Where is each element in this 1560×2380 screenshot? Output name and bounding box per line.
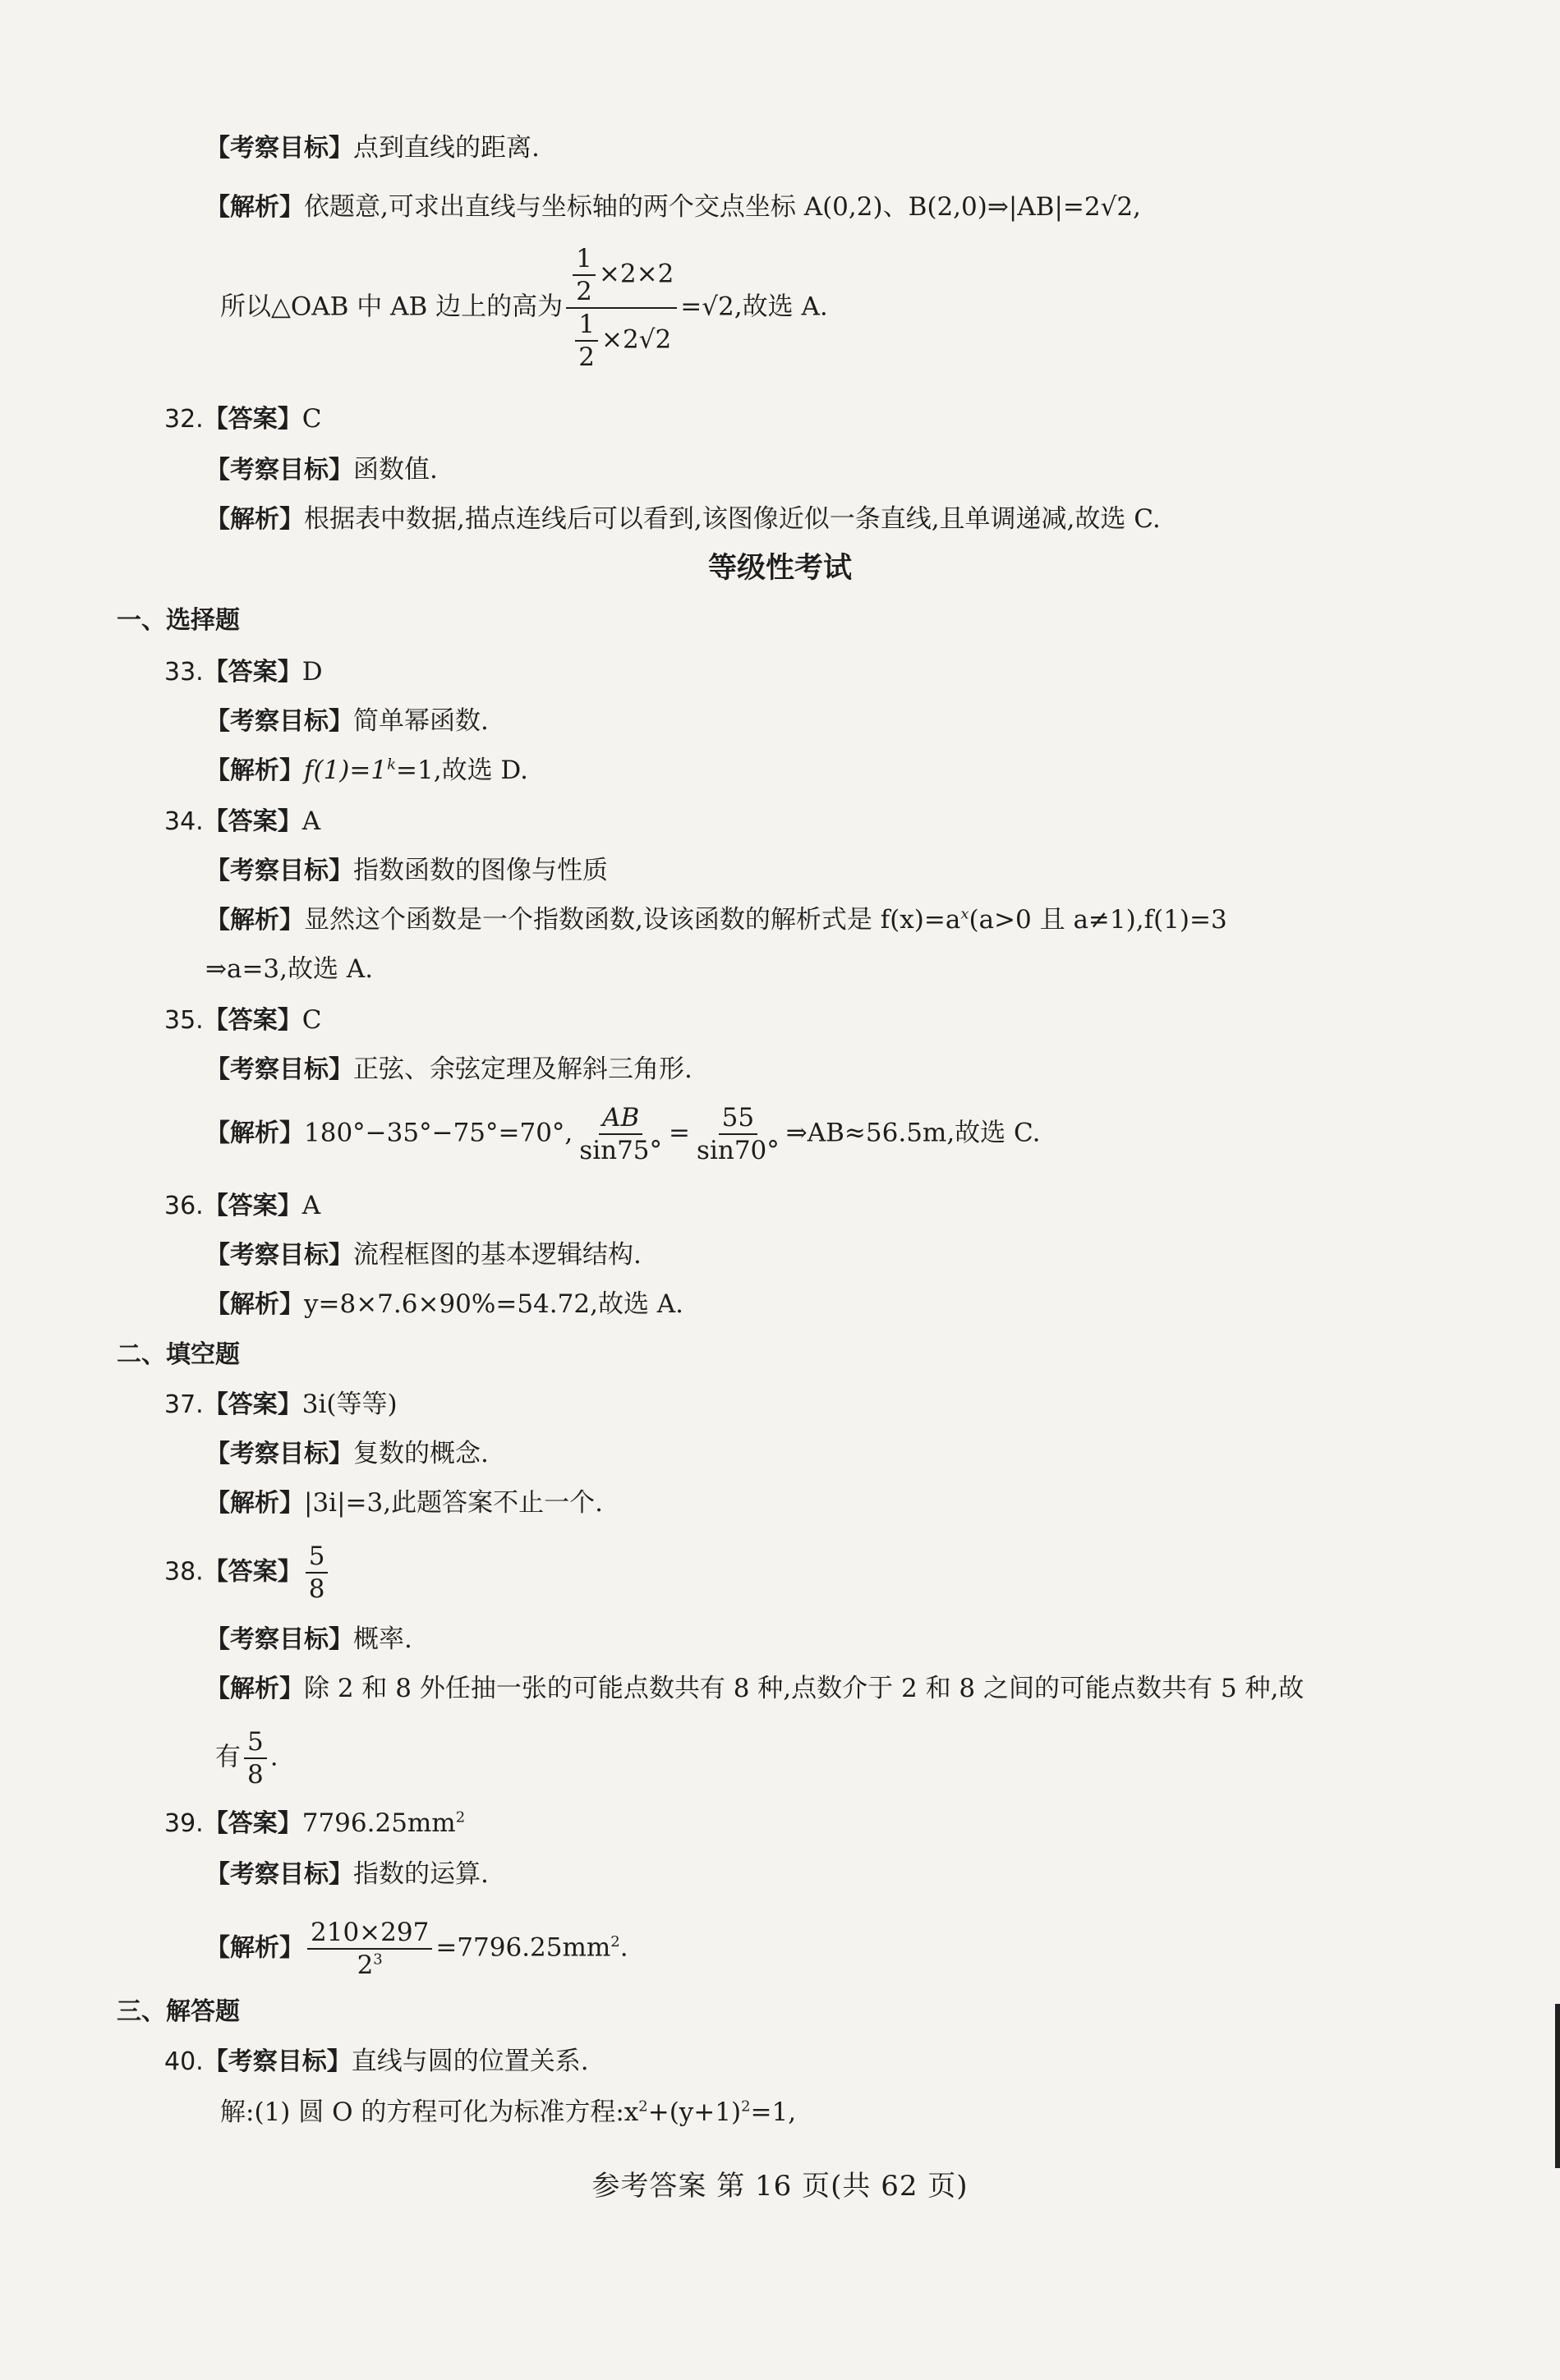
q37-analysis — [205, 1486, 603, 1520]
answer-tag: 【答案】 — [203, 807, 302, 836]
target-tag: 【考察目标】 — [205, 456, 353, 485]
q39-answer — [164, 1807, 465, 1840]
numerator: 5 — [306, 1541, 329, 1574]
q38-analysis-line2 — [215, 1726, 278, 1790]
target-tag: 【考察目标】 — [205, 1241, 353, 1270]
question-number: 38. — [164, 1557, 204, 1587]
analysis-text: ⇒AB≈56.5m,故选 C. — [785, 1118, 1041, 1148]
answer-tag: 【答案】 — [203, 405, 302, 434]
q34-target — [205, 854, 608, 888]
analysis-text: 依题意,可求出直线与坐标轴的两个交点坐标 A(0,2)、B(2,0)⇒|AB|=2√2, — [304, 192, 1141, 222]
analysis-text: 有 — [215, 1742, 241, 1772]
analysis-text: |3i|=3,此题答案不止一个. — [304, 1488, 603, 1518]
question-number: 39. — [164, 1809, 204, 1838]
page-footer: 参考答案 第 16 页(共 62 页) — [591, 2170, 969, 2203]
exponent: k — [387, 756, 397, 774]
analysis-text: f(1)=1 — [304, 756, 388, 785]
target-tag: 【考察目标】 — [205, 707, 353, 736]
answer-value: A — [301, 806, 321, 836]
analysis-text: =√2,故选 A. — [680, 292, 828, 322]
q31-analysis-line2 — [220, 243, 828, 373]
question-number: 32. — [164, 405, 204, 434]
question-number: 35. — [164, 1006, 204, 1035]
answer-fraction — [306, 1541, 329, 1605]
analysis-tag: 【解析】 — [205, 1489, 304, 1518]
target-text: 正弦、余弦定理及解斜三角形. — [353, 1054, 693, 1084]
denominator: 8 — [247, 1760, 264, 1790]
answer-value: 7796.25mm — [301, 1808, 456, 1838]
exponent: 2 — [638, 2097, 648, 2116]
target-text: 指数函数的图像与性质 — [353, 856, 608, 885]
answer-value: D — [301, 657, 323, 687]
exponent: 2 — [455, 1808, 466, 1826]
denominator: sin75° — [579, 1136, 663, 1165]
equals: = — [669, 1118, 691, 1148]
half-denominator: 2 — [576, 277, 592, 306]
analysis-tag: 【解析】 — [205, 756, 304, 785]
q38-analysis-line1 — [205, 1672, 1304, 1706]
analysis-text: =1,故选 D. — [396, 756, 529, 785]
target-tag: 【考察目标】 — [205, 1860, 353, 1889]
analysis-tag: 【解析】 — [205, 1675, 304, 1703]
target-tag: 【考察目标】 — [205, 1625, 353, 1654]
q32-answer — [164, 402, 321, 436]
solution-text: 解:(1) 圆 O 的方程可化为标准方程:x — [220, 2097, 639, 2127]
q37-target — [205, 1437, 489, 1471]
section-heading-solve: 三、解答题 — [117, 1997, 240, 2026]
scan-edge-mark — [1555, 2004, 1560, 2168]
analysis-fraction — [244, 1726, 267, 1790]
section-heading-fill: 二、填空题 — [117, 1340, 240, 1369]
section-title: 等级性考试 — [707, 552, 852, 585]
target-tag: 【考察目标】 — [205, 1440, 353, 1468]
numerator: AB — [599, 1102, 642, 1135]
period: . — [269, 1742, 278, 1772]
target-text: 函数值. — [353, 455, 438, 485]
exponent: x — [960, 905, 969, 923]
analysis-text: 180°−35°−75°=70°, — [304, 1118, 573, 1148]
answer-value: 3i(等等) — [301, 1390, 398, 1419]
big-fraction-denominator — [568, 309, 674, 373]
q32-target — [205, 453, 438, 487]
target-text: 直线与圆的位置关系. — [351, 2047, 589, 2076]
target-tag: 【考察目标】 — [203, 2047, 352, 2076]
question-number: 40. — [164, 2047, 204, 2076]
target-text: 概率. — [353, 1624, 412, 1654]
analysis-text: y=8×7.6×90%=54.72,故选 A. — [304, 1289, 684, 1319]
q33-target — [205, 705, 489, 738]
q34-analysis-line2 — [205, 953, 373, 986]
numerator: 210×297 — [307, 1917, 432, 1950]
q40-solution — [220, 2096, 796, 2129]
answer-tag: 【答案】 — [203, 1809, 302, 1838]
q32-analysis — [205, 503, 1161, 536]
target-text: 复数的概念. — [353, 1439, 489, 1468]
half-denominator: 2 — [578, 342, 595, 372]
analysis-tag: 【解析】 — [205, 906, 304, 935]
target-text: 流程框图的基本逻辑结构. — [353, 1240, 642, 1270]
q34-answer — [164, 805, 320, 839]
exponent: 3 — [373, 1950, 383, 1969]
q31-target — [205, 131, 540, 165]
q35-analysis — [205, 1102, 1041, 1166]
fraction-ab-sin75 — [576, 1102, 665, 1166]
answer-value: C — [301, 404, 322, 434]
denominator — [354, 1950, 386, 1981]
exponent: 2 — [610, 1933, 620, 1951]
q36-target — [205, 1238, 642, 1272]
analysis-tag: 【解析】 — [205, 505, 304, 534]
q38-target — [205, 1623, 412, 1656]
analysis-text: 根据表中数据,描点连线后可以看到,该图像近似一条直线,且单调递减,故选 C. — [304, 504, 1161, 534]
answer-value: C — [301, 1005, 322, 1035]
question-number: 37. — [164, 1390, 204, 1419]
half-numerator: 1 — [575, 309, 598, 342]
fraction-55-sin70 — [693, 1102, 783, 1166]
q36-analysis — [205, 1288, 683, 1321]
solution-text: =1, — [750, 2097, 797, 2127]
solution-text: +(y+1) — [647, 2097, 742, 2127]
target-tag: 【考察目标】 — [205, 134, 353, 163]
q33-answer — [164, 655, 323, 689]
question-number: 34. — [164, 807, 204, 836]
q34-analysis-line1 — [205, 903, 1227, 937]
analysis-text: (a>0 且 a≠1),f(1)=3 — [969, 905, 1227, 935]
target-text: 点到直线的距离. — [353, 133, 540, 163]
analysis-text: 所以△OAB 中 AB 边上的高为 — [220, 292, 564, 322]
denominator-rest: ×2√2 — [601, 324, 672, 355]
q35-answer — [164, 1004, 321, 1037]
analysis-tag: 【解析】 — [205, 193, 304, 222]
analysis-text: =7796.25mm — [435, 1932, 611, 1963]
denominator: 8 — [308, 1574, 325, 1604]
answer-tag: 【答案】 — [203, 658, 302, 687]
q38-answer — [164, 1541, 331, 1605]
q35-target — [205, 1053, 693, 1087]
q37-answer — [164, 1388, 398, 1422]
half-numerator: 1 — [573, 243, 596, 276]
target-tag: 【考察目标】 — [205, 857, 353, 885]
analysis-tag: 【解析】 — [205, 1119, 304, 1148]
denominator: sin70° — [697, 1136, 780, 1165]
analysis-text: ⇒a=3,故选 A. — [205, 954, 374, 984]
answer-tag: 【答案】 — [203, 1192, 302, 1220]
q36-answer — [164, 1189, 320, 1223]
section-heading-choice: 一、选择题 — [117, 606, 240, 635]
denominator-base: 2 — [357, 1950, 374, 1980]
q31-analysis-line1 — [205, 191, 1141, 224]
numerator-rest: ×2×2 — [598, 259, 674, 289]
answer-tag: 【答案】 — [203, 1390, 302, 1419]
target-text: 简单幂函数. — [353, 706, 489, 736]
exponent: 2 — [741, 2097, 751, 2116]
target-tag: 【考察目标】 — [205, 1055, 353, 1084]
q33-analysis — [205, 754, 528, 788]
numerator: 5 — [244, 1726, 267, 1759]
q39-target — [205, 1858, 489, 1891]
analysis-fraction — [307, 1917, 432, 1981]
question-number: 33. — [164, 658, 204, 687]
target-text: 指数的运算. — [353, 1859, 489, 1889]
analysis-tag: 【解析】 — [205, 1933, 304, 1963]
numerator: 55 — [719, 1102, 757, 1135]
big-fraction — [566, 243, 677, 373]
answer-tag: 【答案】 — [203, 1557, 302, 1587]
analysis-tag: 【解析】 — [205, 1290, 304, 1319]
analysis-text: 显然这个函数是一个指数函数,设该函数的解析式是 f(x)=a — [304, 905, 961, 935]
answer-tag: 【答案】 — [203, 1006, 302, 1035]
analysis-text: 除 2 和 8 外任抽一张的可能点数共有 8 种,点数介于 2 和 8 之间的可能点数共有 5 种,故 — [304, 1674, 1305, 1703]
q39-analysis — [205, 1917, 628, 1981]
answer-value: A — [301, 1191, 321, 1220]
q40-target — [164, 2045, 589, 2079]
big-fraction-numerator — [566, 243, 677, 309]
question-number: 36. — [164, 1192, 204, 1220]
period: . — [619, 1932, 628, 1963]
